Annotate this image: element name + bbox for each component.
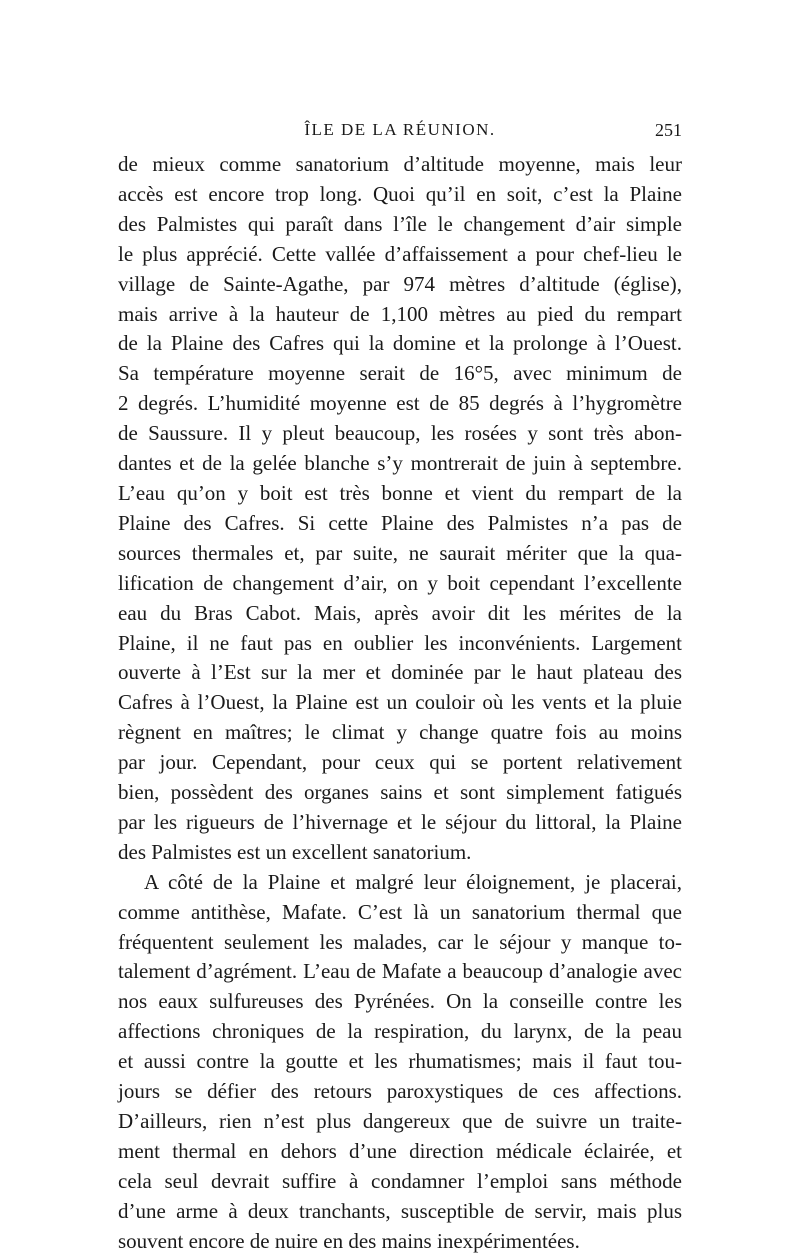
text-line: cela seul devrait suffire à condamner l’emploi sans méthode xyxy=(118,1168,682,1193)
text-line: souvent encore de nuire en des mains inexpérimentées. xyxy=(118,1228,580,1253)
text-line: talement d’agrément. L’eau de Mafate a beaucoup d’analogie avec xyxy=(118,959,682,984)
text-line: des Palmistes est un excellent sanatorium. xyxy=(118,839,472,864)
text-line: nos eaux sulfureuses des Pyrénées. On la conseille contre les xyxy=(118,989,682,1014)
text-line: Sa température moyenne serait de 16°5, avec minimum de xyxy=(118,361,682,386)
text-line: D’ailleurs, rien n’est plus dangereux que de suivre un traite- xyxy=(118,1109,682,1133)
text-line: le plus apprécié. Cette vallée d’affaissement a pour chef-lieu le xyxy=(118,241,682,266)
paragraph-plaine-des-palmistes xyxy=(118,150,682,868)
text-line: fréquentent seulement les malades, car le séjour y manque to- xyxy=(118,929,682,954)
text-line: Plaine, il ne faut pas en oublier les inconvénients. Largement xyxy=(118,630,682,655)
text-line: mais arrive à la hauteur de 1,100 mètres au pied du rempart xyxy=(118,301,682,326)
text-line: dantes et de la gelée blanche s’y montrerait de juin à septembre. xyxy=(118,451,682,476)
text-line: d’une arme à deux tranchants, susceptible de servir, mais plus xyxy=(118,1198,682,1223)
text-line: et aussi contre la goutte et les rhumatismes; mais il faut tou- xyxy=(118,1049,682,1074)
text-line: des Palmistes qui paraît dans l’île le changement d’air simple xyxy=(118,211,682,236)
text-line: règnent en maîtres; le climat y change quatre fois au moins xyxy=(118,720,682,745)
text-line: ment thermal en dehors d’une direction médicale éclairée, et xyxy=(118,1138,682,1163)
text-line: Cafres à l’Ouest, la Plaine est un couloir où les vents et la pluie xyxy=(118,690,682,715)
text-line: de Saussure. Il y pleut beaucoup, les rosées y sont très abon- xyxy=(118,421,682,446)
text-line: par jour. Cependant, pour ceux qui se portent relativement xyxy=(118,750,682,775)
text-line: village de Sainte-Agathe, par 974 mètres d’altitude (église), xyxy=(118,271,682,296)
running-head xyxy=(118,118,682,142)
body-text xyxy=(118,150,682,1257)
text-line: sources thermales et, par suite, ne saurait mériter que la qua- xyxy=(118,540,682,565)
text-line: affections chroniques de la respiration, du larynx, de la peau xyxy=(118,1019,682,1044)
text-line: eau du Bras Cabot. Mais, après avoir dit les mérites de la xyxy=(118,600,682,625)
text-line: 2 degrés. L’humidité moyenne est de 85 degrés à l’hygromètre xyxy=(118,391,682,416)
page-number: 251 xyxy=(655,120,682,140)
text-line: comme antithèse, Mafate. C’est là un sanatorium thermal que xyxy=(118,899,682,924)
text-line: bien, possèdent des organes sains et sont simplement fatigués xyxy=(118,780,682,805)
running-title: ÎLE DE LA RÉUNION. xyxy=(304,120,496,139)
text-line: lification de changement d’air, on y boit cependant l’excellente xyxy=(118,570,682,595)
text-line: Plaine des Cafres. Si cette Plaine des Palmistes n’a pas de xyxy=(118,510,682,535)
text-line: par les rigueurs de l’hivernage et le séjour du littoral, la Plaine xyxy=(118,809,682,834)
text-line: ouverte à l’Est sur la mer et dominée par le haut plateau des xyxy=(118,660,682,685)
text-line: de mieux comme sanatorium d’altitude moyenne, mais leur xyxy=(118,152,682,176)
text-line: jours se défier des retours paroxystiques de ces affections. xyxy=(118,1079,682,1104)
text-line: de la Plaine des Cafres qui la domine et la prolonge à l’Ouest. xyxy=(118,331,682,356)
text-line: accès est encore trop long. Quoi qu’il en soit, c’est la Plaine xyxy=(118,181,682,206)
text-line: L’eau qu’on y boit est très bonne et vient du rempart de la xyxy=(118,480,682,505)
paragraph-mafate xyxy=(118,868,682,1257)
text-line: A côté de la Plaine et malgré leur éloignement, je placerai, xyxy=(144,869,682,894)
